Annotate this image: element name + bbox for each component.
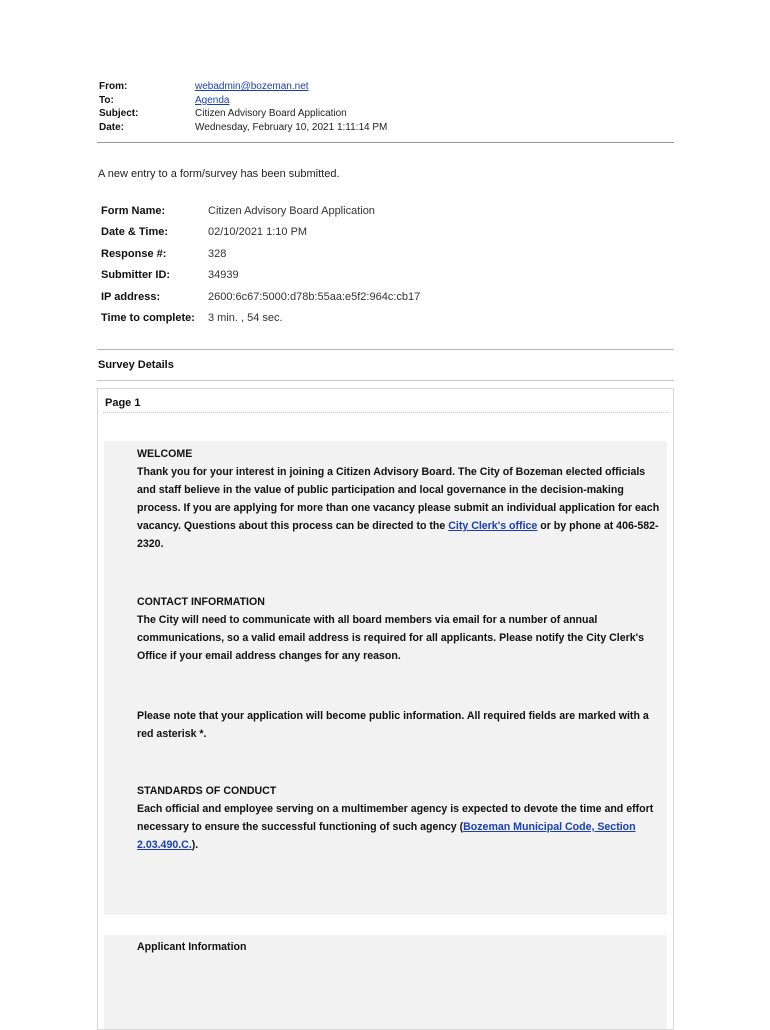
survey-panel: [97, 388, 674, 1030]
welcome-tail: or by phone at 406-582-2320.: [137, 520, 659, 550]
welcome-paragraph: [137, 463, 665, 553]
survey-details-title: Survey Details: [98, 359, 174, 371]
form-name-value: Citizen Advisory Board Application: [208, 204, 375, 217]
date-row: [99, 121, 387, 135]
page-separator: [103, 412, 668, 413]
datetime-label: Date & Time:: [101, 226, 169, 239]
header-divider: [97, 142, 674, 143]
city-clerk-link[interactable]: City Clerk's office: [448, 520, 538, 532]
meta-row-response: [101, 243, 420, 265]
subject-label: Subject:: [99, 108, 139, 120]
time-value: 3 min. , 54 sec.: [208, 312, 283, 325]
meta-divider: [97, 349, 674, 350]
date-value: Wednesday, February 10, 2021 1:11:14 PM: [195, 121, 388, 133]
email-header: [99, 80, 387, 134]
note-text: Please note that your application will become public information. All required fields are marked with a red asterisk *.: [137, 710, 649, 740]
intro-section: [104, 441, 667, 915]
meta-row-form-name: [101, 200, 420, 222]
datetime-value: 02/10/2021 1:10 PM: [208, 226, 308, 239]
response-label: Response #:: [101, 247, 167, 260]
subject-value: Citizen Advisory Board Application: [195, 108, 347, 120]
welcome-heading: WELCOME: [137, 448, 193, 460]
welcome-section: [137, 445, 665, 553]
applicant-heading: Applicant Information: [137, 941, 247, 953]
standards-tail: ).: [191, 839, 199, 851]
from-row: [99, 80, 387, 94]
date-label: Date:: [99, 121, 125, 133]
to-link[interactable]: Agenda: [195, 94, 230, 106]
submitter-value: 34939: [208, 269, 239, 282]
contact-section: [137, 593, 665, 665]
note-section: [137, 707, 665, 743]
meta-row-ip: [101, 286, 420, 308]
to-label: To:: [99, 94, 114, 106]
form-meta: [101, 200, 420, 329]
standards-paragraph: [137, 800, 665, 854]
standards-section: [137, 782, 665, 854]
contact-text: The City will need to communicate with all board members via email for a number of annual communications, so a valid email address is required for all applicants. Please notify the City Clerk's Office if your email address changes for any reason.: [137, 614, 645, 662]
ip-value: 2600:6c67:5000:d78b:55aa:e5f2:964c:cb17: [208, 290, 421, 303]
contact-heading: CONTACT INFORMATION: [137, 596, 265, 608]
meta-row-submitter: [101, 265, 420, 287]
subject-row: [99, 107, 387, 121]
from-label: From:: [99, 81, 128, 93]
submitter-label: Submitter ID:: [101, 269, 171, 282]
response-value: 328: [208, 247, 227, 260]
to-row: [99, 94, 387, 108]
standards-text: Each official and employee serving on a multimember agency is expected to devote the time and effort necessary to ensure the successful functioning of such agency (: [137, 803, 654, 833]
survey-title-divider: [97, 380, 674, 381]
welcome-text: Thank you for your interest in joining a Citizen Advisory Board. The City of Bozeman elected officials and staff believe in the value of public participation and local governance in the decision-making process. If you are applying for more than one vacancy please submit an individual application for each vacancy. Questions about this process can be directed to the: [137, 466, 660, 532]
municipal-code-link[interactable]: Bozeman Municipal Code, Section 2.03.490.C.: [137, 821, 636, 851]
intro-text: A new entry to a form/survey has been submitted.: [98, 168, 340, 180]
ip-label: IP address:: [101, 290, 161, 303]
standards-heading: STANDARDS OF CONDUCT: [137, 785, 277, 797]
time-label: Time to complete:: [101, 312, 195, 325]
page-label: Page 1: [105, 397, 141, 409]
meta-row-datetime: [101, 222, 420, 244]
from-link[interactable]: webadmin@bozeman.net: [195, 81, 309, 93]
applicant-section: [104, 935, 667, 1029]
form-name-label: Form Name:: [101, 204, 166, 217]
meta-row-time: [101, 308, 420, 330]
